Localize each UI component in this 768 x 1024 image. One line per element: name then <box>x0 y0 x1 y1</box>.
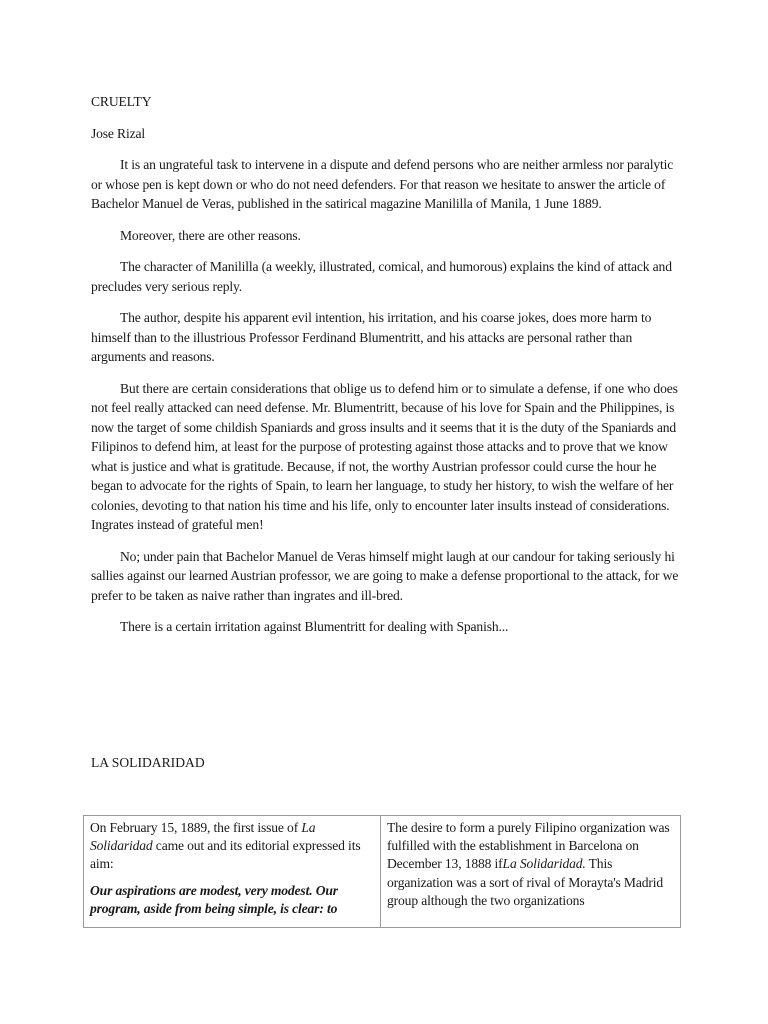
paragraph: It is an ungrateful task to intervene in a dispute and defend persons who are neither armless nor paralytic or whose pen is kept down or who do not need defenders. For that reason we hesitate to answer the article of Bachelor Manuel de Veras, published in the satirical magazine Manililla of Manila, 1 June 1889. <box>91 157 674 211</box>
paragraph: There is a certain irritation against Blumentritt for dealing with Spanish... <box>120 619 509 634</box>
cell-text: This organization was a sort of rival of Morayta's Madrid group although the two organizations <box>387 856 664 908</box>
table-cell-left <box>84 816 381 928</box>
document-body <box>91 92 681 649</box>
section-title: LA SOLIDARIDAD <box>91 755 205 770</box>
cell-text: The desire to form a purely Filipino organization was fulfilled with the establishment in Barcelona on December 13, 1888 if <box>387 820 670 872</box>
table-cell-right <box>381 816 680 928</box>
editorial-quote: Our aspirations are modest, very modest. Our program, aside from being simple, is clear: to <box>90 882 338 916</box>
publication-title: La Solidaridad <box>90 820 316 854</box>
table-cell-intro <box>90 819 373 874</box>
paragraph: The character of Manililla (a weekly, illustrated, comical, and humorous) explains the kind of attack and precludes very serious reply. <box>91 259 672 294</box>
document-title: CRUELTY <box>91 94 152 109</box>
paragraph: Moreover, there are other reasons. <box>120 227 301 243</box>
paragraph: No; under pain that Bachelor Manuel de Veras himself might laugh at our candour for taking seriously hi sallies against our learned Austrian professor, we are going to make a defense proportional to the attack, for we prefer to be taken as naive rather than ingrates and ill-bred. <box>91 548 679 603</box>
info-table <box>83 815 681 928</box>
intro-text: came out and its editorial expressed its aim: <box>90 838 361 872</box>
intro-text: On February 15, 1889, the first issue of <box>90 820 302 835</box>
document-author: Jose Rizal <box>91 125 145 141</box>
paragraph: But there are certain considerations that oblige us to defend him or to simulate a defense, if one who does not feel really attacked can need defense. Mr. Blumentritt, because of his love for Spain and the Philippines, is now the target of some childish Spaniards and gross insults and it seems that it is the duty of the Spaniards and Filipinos to defend him, at least for the purpose of protesting against those attacks and to prove that we know what is justice and what is gratitude. Because, if not, the worthy Austrian professor could curse the hour he began to advocate for the rights of Spain, to learn her language, to study her history, to wish the welfare of her colonies, devoting to that nation his time and his life, only to encounter later insults instead of considerations. Ingrates instead of grateful men! <box>91 380 678 532</box>
table-cell-text <box>387 819 673 910</box>
paragraph: The author, despite his apparent evil intention, his irritation, and his coarse jokes, does more harm to himself than to the illustrious Professor Ferdinand Blumentritt, and his attacks are personal rather than arguments and reasons. <box>91 310 652 364</box>
publication-title: La Solidaridad. <box>502 856 586 872</box>
